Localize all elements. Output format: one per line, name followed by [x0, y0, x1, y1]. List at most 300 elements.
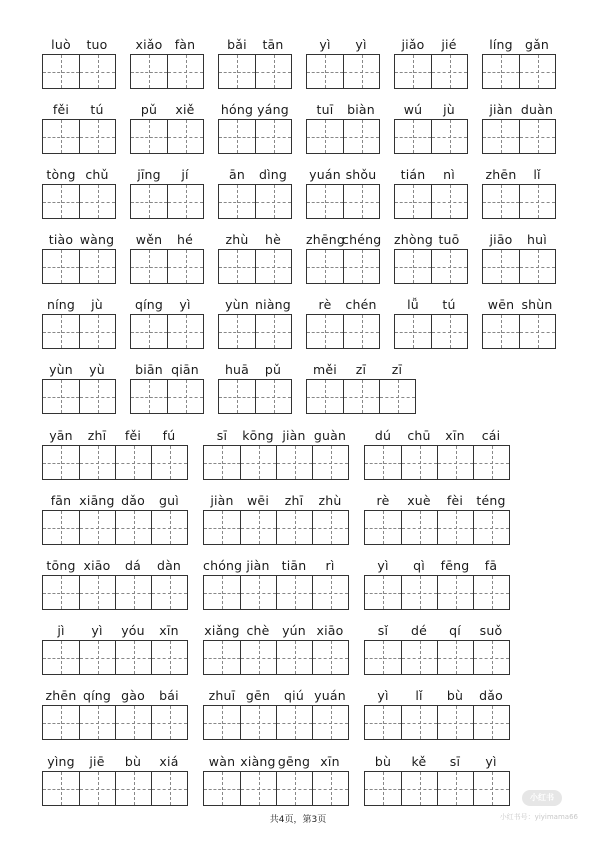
tianzige-boxes[interactable]: [394, 314, 468, 349]
tianzige-boxes[interactable]: [203, 575, 349, 610]
writing-cell[interactable]: [437, 641, 473, 674]
writing-cell[interactable]: [343, 380, 379, 413]
writing-cell[interactable]: [401, 772, 437, 805]
writing-cell[interactable]: [115, 446, 151, 479]
writing-cell[interactable]: [307, 185, 343, 218]
writing-cell[interactable]: [151, 511, 187, 544]
pinyin-syllable: tuō: [438, 232, 460, 247]
pinyin-line: [42, 620, 188, 642]
writing-cell[interactable]: [167, 380, 203, 413]
writing-cell[interactable]: [519, 185, 555, 218]
writing-cell[interactable]: [483, 185, 519, 218]
writing-cell[interactable]: [240, 576, 276, 609]
tianzige-boxes[interactable]: [203, 705, 349, 740]
tianzige-boxes[interactable]: [364, 575, 510, 610]
word-group: [130, 294, 204, 316]
tianzige-boxes[interactable]: [364, 771, 510, 806]
word-group: [394, 164, 468, 186]
writing-cell[interactable]: [401, 641, 437, 674]
pinyin-line: [203, 685, 349, 707]
pinyin-syllable: tuī: [316, 102, 334, 117]
writing-cell[interactable]: [151, 706, 187, 739]
writing-cell[interactable]: [115, 576, 151, 609]
writing-cell[interactable]: [431, 120, 467, 153]
writing-cell[interactable]: [240, 641, 276, 674]
tianzige-boxes[interactable]: [306, 379, 416, 414]
pinyin-syllable: yùn: [225, 297, 249, 312]
writing-cell[interactable]: [343, 315, 379, 348]
pinyin-syllable: téng: [476, 493, 506, 508]
word-group: [394, 99, 468, 121]
writing-cell[interactable]: [312, 511, 348, 544]
tianzige-boxes[interactable]: [306, 119, 380, 154]
tianzige-boxes[interactable]: [218, 184, 292, 219]
writing-cell[interactable]: [312, 446, 348, 479]
pinyin-syllable: hóng: [220, 102, 254, 117]
writing-cell[interactable]: [43, 315, 79, 348]
pinyin-syllable: xiǎng: [204, 623, 240, 638]
page-number-text: 共4页，第3页: [269, 815, 327, 825]
pinyin-syllable: dé: [410, 623, 428, 638]
writing-cell[interactable]: [79, 250, 115, 283]
writing-cell[interactable]: [115, 511, 151, 544]
tianzige-boxes[interactable]: [203, 640, 349, 675]
writing-cell[interactable]: [131, 185, 167, 218]
writing-cell[interactable]: [240, 511, 276, 544]
word-group: [306, 294, 380, 316]
pinyin-line: [306, 359, 416, 381]
writing-cell[interactable]: [219, 120, 255, 153]
word-group: [42, 99, 116, 121]
pinyin-syllable: tōng: [46, 558, 76, 573]
tianzige-boxes[interactable]: [42, 705, 188, 740]
pinyin-syllable: shùn: [521, 297, 553, 312]
writing-cell[interactable]: [115, 706, 151, 739]
writing-cell[interactable]: [115, 772, 151, 805]
pinyin-syllable: yìng: [47, 754, 75, 769]
pinyin-syllable: xiāng: [79, 493, 115, 508]
word-group: [218, 229, 292, 251]
pinyin-syllable: xiāo: [83, 558, 111, 573]
word-group: [203, 685, 349, 707]
pinyin-syllable: suǒ: [479, 623, 503, 638]
tianzige-boxes[interactable]: [130, 249, 204, 284]
pinyin-syllable: xīn: [159, 623, 179, 638]
pinyin-syllable: chè: [246, 623, 270, 638]
writing-cell[interactable]: [115, 641, 151, 674]
pinyin-line: [364, 490, 510, 512]
pinyin-syllable: sī: [216, 428, 228, 443]
tianzige-boxes[interactable]: [482, 54, 556, 89]
pinyin-syllable: yì: [377, 688, 389, 703]
pinyin-line: [42, 555, 188, 577]
writing-cell[interactable]: [483, 55, 519, 88]
pinyin-line: [130, 34, 204, 56]
writing-cell[interactable]: [79, 185, 115, 218]
tianzige-boxes[interactable]: [394, 54, 468, 89]
writing-cell[interactable]: [79, 641, 115, 674]
pinyin-syllable: jiàn: [246, 558, 270, 573]
writing-cell[interactable]: [365, 641, 401, 674]
pinyin-syllable: sǐ: [377, 623, 389, 638]
word-group: [130, 34, 204, 56]
tianzige-boxes[interactable]: [130, 184, 204, 219]
writing-cell[interactable]: [43, 380, 79, 413]
pinyin-syllable: yáng: [257, 102, 289, 117]
tianzige-boxes[interactable]: [364, 510, 510, 545]
writing-cell[interactable]: [395, 185, 431, 218]
pinyin-syllable: chǔ: [85, 167, 109, 182]
pinyin-line: [394, 164, 468, 186]
writing-cell[interactable]: [343, 250, 379, 283]
writing-cell[interactable]: [131, 315, 167, 348]
writing-cell[interactable]: [151, 446, 187, 479]
pinyin-syllable: dú: [374, 428, 392, 443]
writing-cell[interactable]: [43, 511, 79, 544]
writing-cell[interactable]: [473, 446, 509, 479]
writing-cell[interactable]: [365, 511, 401, 544]
word-group: [203, 751, 349, 773]
watermark: [499, 790, 578, 830]
tianzige-boxes[interactable]: [203, 771, 349, 806]
pinyin-syllable: jiàn: [489, 102, 513, 117]
pinyin-syllable: jīng: [137, 167, 161, 182]
writing-cell[interactable]: [437, 511, 473, 544]
writing-cell[interactable]: [43, 576, 79, 609]
tianzige-boxes[interactable]: [306, 249, 380, 284]
writing-cell[interactable]: [307, 380, 343, 413]
pinyin-syllable: niàng: [255, 297, 291, 312]
writing-cell[interactable]: [79, 380, 115, 413]
pinyin-syllable: fèi: [446, 493, 464, 508]
writing-cell[interactable]: [167, 120, 203, 153]
tianzige-boxes[interactable]: [42, 771, 188, 806]
writing-cell[interactable]: [43, 772, 79, 805]
writing-cell[interactable]: [276, 446, 312, 479]
writing-cell[interactable]: [312, 641, 348, 674]
writing-cell[interactable]: [43, 250, 79, 283]
writing-cell[interactable]: [43, 55, 79, 88]
writing-cell[interactable]: [473, 772, 509, 805]
writing-cell[interactable]: [219, 250, 255, 283]
pinyin-line: [482, 99, 556, 121]
writing-cell[interactable]: [437, 706, 473, 739]
writing-cell[interactable]: [395, 250, 431, 283]
writing-cell[interactable]: [307, 250, 343, 283]
tianzige-boxes[interactable]: [306, 184, 380, 219]
writing-cell[interactable]: [167, 315, 203, 348]
writing-cell[interactable]: [312, 576, 348, 609]
tianzige-boxes[interactable]: [42, 510, 188, 545]
writing-cell[interactable]: [79, 576, 115, 609]
writing-cell[interactable]: [276, 576, 312, 609]
pinyin-syllable: fàn: [174, 37, 196, 52]
tianzige-boxes[interactable]: [42, 379, 116, 414]
writing-cell[interactable]: [395, 315, 431, 348]
writing-cell[interactable]: [219, 380, 255, 413]
pinyin-syllable: tuo: [86, 37, 108, 52]
writing-cell[interactable]: [255, 120, 291, 153]
word-group: [42, 294, 116, 316]
tianzige-boxes[interactable]: [218, 54, 292, 89]
writing-cell[interactable]: [437, 576, 473, 609]
pinyin-syllable: tòng: [46, 167, 76, 182]
writing-cell[interactable]: [483, 120, 519, 153]
writing-cell[interactable]: [276, 511, 312, 544]
writing-cell[interactable]: [43, 185, 79, 218]
tianzige-boxes[interactable]: [42, 119, 116, 154]
pinyin-line: [364, 555, 510, 577]
writing-cell[interactable]: [519, 250, 555, 283]
writing-cell[interactable]: [307, 120, 343, 153]
writing-cell[interactable]: [167, 185, 203, 218]
writing-cell[interactable]: [431, 315, 467, 348]
writing-cell[interactable]: [204, 772, 240, 805]
word-group: [42, 620, 188, 642]
pinyin-line: [364, 425, 510, 447]
writing-cell[interactable]: [79, 772, 115, 805]
writing-cell[interactable]: [204, 446, 240, 479]
pinyin-syllable: jiǎo: [401, 37, 425, 52]
pinyin-syllable: zhēng: [306, 232, 346, 247]
writing-cell[interactable]: [431, 250, 467, 283]
tianzige-boxes[interactable]: [203, 510, 349, 545]
writing-cell[interactable]: [483, 250, 519, 283]
tianzige-boxes[interactable]: [482, 119, 556, 154]
pinyin-syllable: wēi: [247, 493, 269, 508]
writing-cell[interactable]: [276, 706, 312, 739]
pinyin-syllable: zhù: [318, 493, 342, 508]
writing-cell[interactable]: [401, 446, 437, 479]
writing-cell[interactable]: [204, 576, 240, 609]
word-group: [394, 229, 468, 251]
writing-cell[interactable]: [365, 706, 401, 739]
pinyin-syllable: chéng: [342, 232, 382, 247]
word-group: [306, 99, 380, 121]
tianzige-boxes[interactable]: [42, 575, 188, 610]
writing-cell[interactable]: [255, 185, 291, 218]
pinyin-line: [218, 34, 292, 56]
word-group: [364, 490, 510, 512]
writing-cell[interactable]: [312, 772, 348, 805]
tianzige-boxes[interactable]: [218, 379, 292, 414]
writing-cell[interactable]: [219, 315, 255, 348]
word-group: [218, 99, 292, 121]
writing-cell[interactable]: [307, 315, 343, 348]
writing-cell[interactable]: [79, 446, 115, 479]
writing-cell[interactable]: [483, 315, 519, 348]
pinyin-syllable: zhuī: [208, 688, 236, 703]
writing-cell[interactable]: [167, 55, 203, 88]
writing-cell[interactable]: [307, 55, 343, 88]
writing-cell[interactable]: [401, 576, 437, 609]
writing-cell[interactable]: [204, 641, 240, 674]
writing-cell[interactable]: [151, 641, 187, 674]
writing-cell[interactable]: [79, 706, 115, 739]
tianzige-boxes[interactable]: [42, 314, 116, 349]
pinyin-line: [306, 294, 380, 316]
writing-cell[interactable]: [437, 772, 473, 805]
tianzige-boxes[interactable]: [218, 314, 292, 349]
writing-cell[interactable]: [204, 511, 240, 544]
pinyin-syllable: gēng: [277, 754, 311, 769]
tianzige-boxes[interactable]: [42, 184, 116, 219]
writing-cell[interactable]: [401, 511, 437, 544]
writing-cell[interactable]: [43, 120, 79, 153]
tianzige-boxes[interactable]: [130, 379, 204, 414]
tianzige-boxes[interactable]: [394, 249, 468, 284]
pinyin-syllable: lǚ: [407, 297, 419, 312]
writing-cell[interactable]: [343, 185, 379, 218]
pinyin-syllable: zhù: [225, 232, 249, 247]
tianzige-boxes[interactable]: [130, 54, 204, 89]
writing-cell[interactable]: [151, 772, 187, 805]
tianzige-boxes[interactable]: [306, 314, 380, 349]
writing-cell[interactable]: [219, 55, 255, 88]
tianzige-boxes[interactable]: [203, 445, 349, 480]
writing-cell[interactable]: [343, 120, 379, 153]
word-group: [364, 751, 510, 773]
watermark-logo: 小红书: [522, 790, 562, 806]
writing-cell[interactable]: [276, 641, 312, 674]
writing-cell[interactable]: [473, 706, 509, 739]
writing-cell[interactable]: [343, 55, 379, 88]
pinyin-syllable: yì: [355, 37, 367, 52]
writing-cell[interactable]: [437, 446, 473, 479]
tianzige-boxes[interactable]: [482, 314, 556, 349]
writing-cell[interactable]: [79, 120, 115, 153]
writing-cell[interactable]: [255, 380, 291, 413]
writing-cell[interactable]: [151, 576, 187, 609]
pinyin-syllable: yān: [49, 428, 73, 443]
pinyin-syllable: xīn: [320, 754, 340, 769]
writing-cell[interactable]: [167, 250, 203, 283]
pinyin-syllable: shǒu: [345, 167, 377, 182]
pinyin-line: [364, 751, 510, 773]
pinyin-syllable: zhī: [284, 493, 304, 508]
pinyin-syllable: xiāo: [316, 623, 344, 638]
writing-cell[interactable]: [473, 511, 509, 544]
tianzige-boxes[interactable]: [42, 249, 116, 284]
writing-cell[interactable]: [131, 55, 167, 88]
tianzige-boxes[interactable]: [482, 184, 556, 219]
word-group: [42, 34, 116, 56]
word-group: [42, 425, 188, 447]
pinyin-syllable: wàn: [208, 754, 236, 769]
writing-cell[interactable]: [43, 641, 79, 674]
writing-cell[interactable]: [131, 120, 167, 153]
word-group: [42, 685, 188, 707]
writing-cell[interactable]: [255, 315, 291, 348]
writing-cell[interactable]: [519, 55, 555, 88]
pinyin-syllable: yuán: [314, 688, 346, 703]
writing-cell[interactable]: [519, 315, 555, 348]
pinyin-syllable: lǐ: [415, 688, 423, 703]
word-group: [42, 359, 116, 381]
tianzige-boxes[interactable]: [364, 640, 510, 675]
pinyin-line: [394, 294, 468, 316]
writing-cell[interactable]: [473, 641, 509, 674]
pinyin-syllable: tiào: [48, 232, 74, 247]
writing-cell[interactable]: [473, 576, 509, 609]
writing-cell[interactable]: [519, 120, 555, 153]
pinyin-line: [203, 751, 349, 773]
writing-cell[interactable]: [204, 706, 240, 739]
pinyin-line: [203, 425, 349, 447]
pinyin-syllable: yì: [319, 37, 331, 52]
tianzige-boxes[interactable]: [218, 249, 292, 284]
pinyin-line: [364, 620, 510, 642]
word-group: [364, 555, 510, 577]
writing-cell[interactable]: [131, 250, 167, 283]
writing-cell[interactable]: [395, 120, 431, 153]
writing-cell[interactable]: [255, 250, 291, 283]
pinyin-line: [130, 359, 204, 381]
tianzige-boxes[interactable]: [42, 54, 116, 89]
writing-cell[interactable]: [240, 446, 276, 479]
writing-cell[interactable]: [365, 576, 401, 609]
tianzige-boxes[interactable]: [42, 445, 188, 480]
tianzige-boxes[interactable]: [364, 705, 510, 740]
writing-cell[interactable]: [276, 772, 312, 805]
writing-cell[interactable]: [79, 55, 115, 88]
pinyin-line: [218, 99, 292, 121]
pinyin-line: [130, 229, 204, 251]
writing-cell[interactable]: [79, 315, 115, 348]
writing-cell[interactable]: [43, 706, 79, 739]
tianzige-boxes[interactable]: [482, 249, 556, 284]
pinyin-syllable: guàn: [313, 428, 347, 443]
writing-cell[interactable]: [240, 772, 276, 805]
tianzige-boxes[interactable]: [306, 54, 380, 89]
writing-cell[interactable]: [43, 446, 79, 479]
writing-cell[interactable]: [365, 772, 401, 805]
word-group: [306, 229, 380, 251]
word-group: [130, 229, 204, 251]
tianzige-boxes[interactable]: [218, 119, 292, 154]
pinyin-syllable: bù: [124, 754, 142, 769]
pinyin-syllable: fān: [50, 493, 72, 508]
tianzige-boxes[interactable]: [42, 640, 188, 675]
pinyin-syllable: tú: [90, 102, 104, 117]
writing-cell[interactable]: [312, 706, 348, 739]
tianzige-boxes[interactable]: [130, 119, 204, 154]
writing-cell[interactable]: [395, 55, 431, 88]
tianzige-boxes[interactable]: [130, 314, 204, 349]
writing-cell[interactable]: [131, 380, 167, 413]
writing-cell[interactable]: [219, 185, 255, 218]
writing-cell[interactable]: [401, 706, 437, 739]
writing-cell[interactable]: [255, 55, 291, 88]
word-group: [306, 164, 380, 186]
tianzige-boxes[interactable]: [394, 119, 468, 154]
pinyin-syllable: lǐ: [533, 167, 541, 182]
pinyin-syllable: jié: [441, 37, 457, 52]
writing-cell[interactable]: [240, 706, 276, 739]
pinyin-line: [42, 229, 116, 251]
writing-cell[interactable]: [379, 380, 415, 413]
tianzige-boxes[interactable]: [394, 184, 468, 219]
writing-cell[interactable]: [431, 185, 467, 218]
pinyin-syllable: yù: [89, 362, 105, 377]
pinyin-syllable: chén: [345, 297, 377, 312]
writing-cell[interactable]: [79, 511, 115, 544]
pinyin-line: [218, 294, 292, 316]
word-group: [42, 164, 116, 186]
tianzige-boxes[interactable]: [364, 445, 510, 480]
writing-cell[interactable]: [365, 446, 401, 479]
writing-cell[interactable]: [431, 55, 467, 88]
